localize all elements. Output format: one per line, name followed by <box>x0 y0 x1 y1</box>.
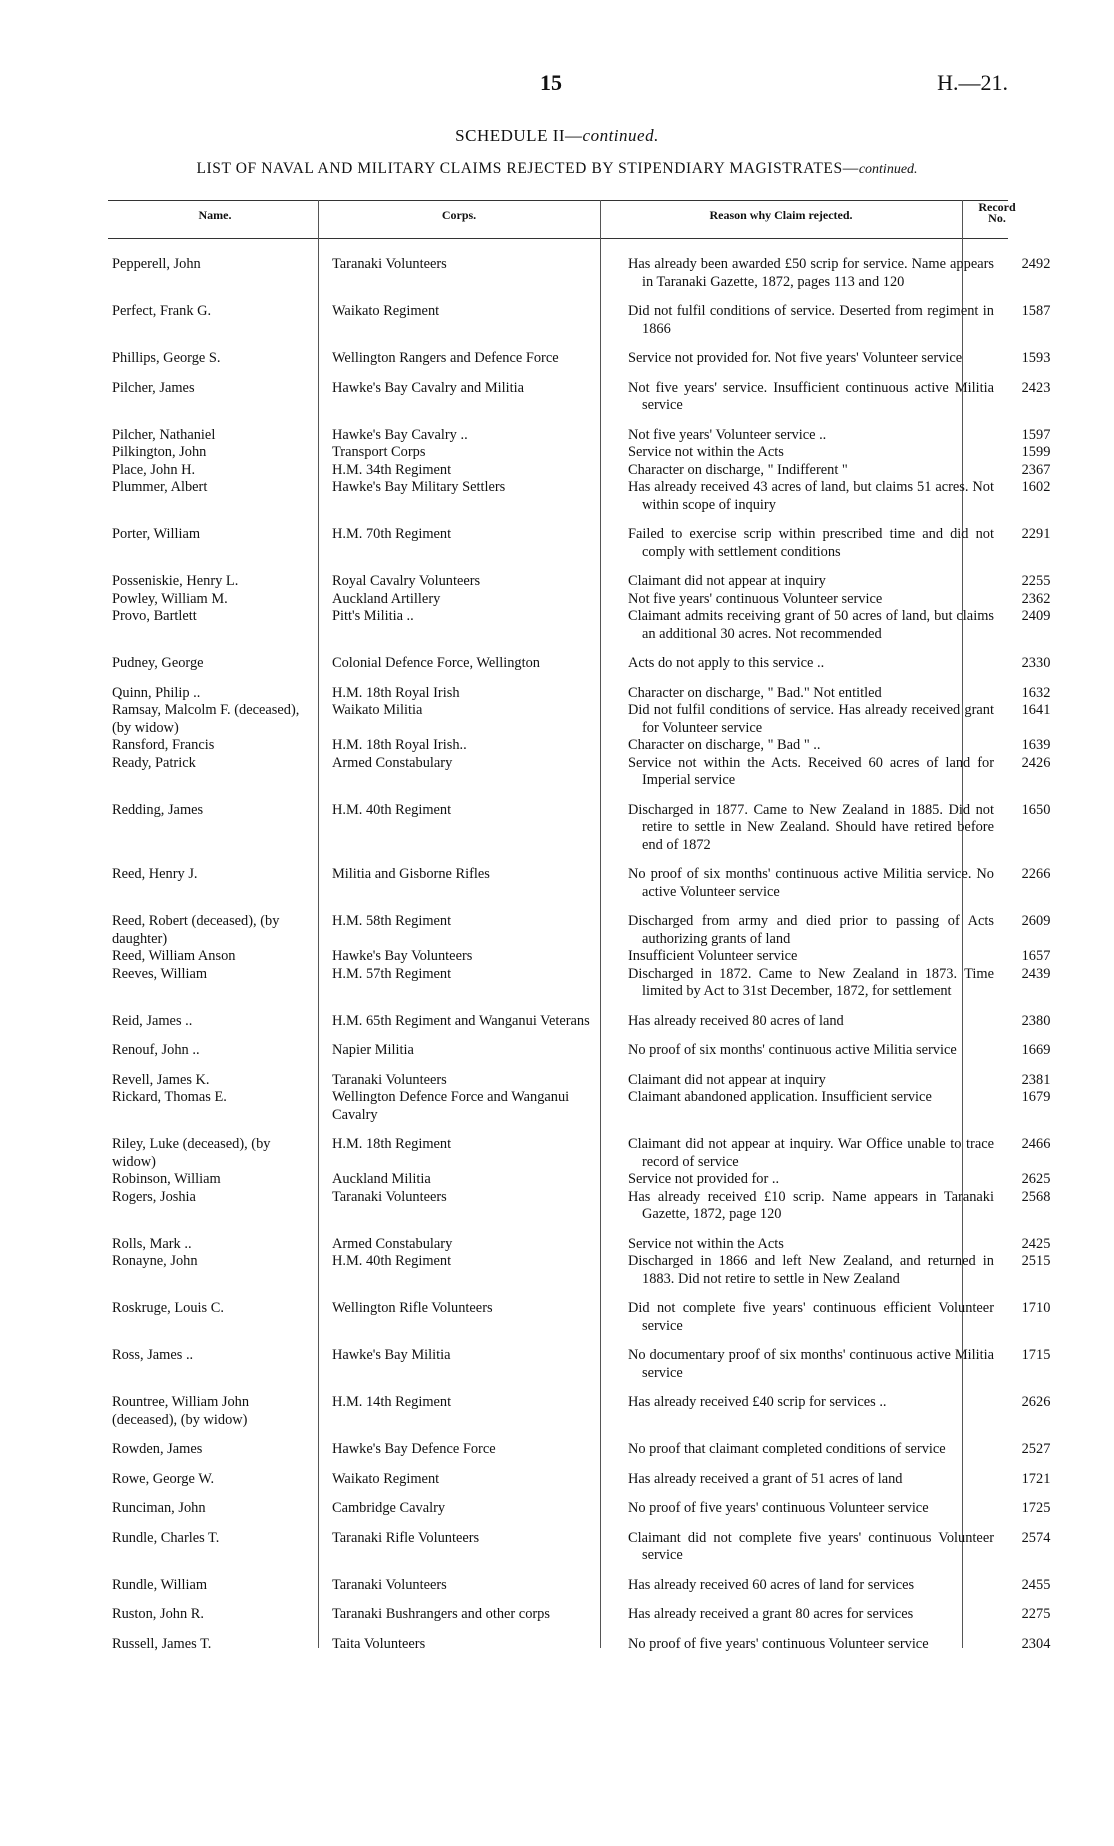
table-row <box>0 1089 1114 1124</box>
record-number: 2527 <box>1021 1441 1051 1457</box>
corps-name: H.M. 18th Royal Irish.. <box>332 737 467 753</box>
rejection-reason: Insufficient Volunteer service <box>628 948 798 964</box>
rejection-reason: No proof of six months' continuous active Militia service. No active Volunteer service <box>628 866 994 900</box>
corps-name: Cambridge Cavalry <box>332 1500 446 1516</box>
claimant-name: Rountree, William John (deceased), (by widow) <box>112 1394 250 1428</box>
corps-name: H.M. 14th Regiment <box>332 1394 452 1410</box>
rejection-reason: Not five years' Volunteer service .. <box>628 426 827 443</box>
claimant-name: Ross, James .. <box>112 1347 194 1363</box>
rejection-reason: Service not provided for. Not five years' Volunteer service <box>628 350 963 366</box>
claimant-name: Rundle, Charles T. <box>112 1529 220 1546</box>
rejection-reason: No proof of six months' continuous active Militia service <box>628 1042 957 1058</box>
record-number: 1715 <box>1021 1347 1051 1363</box>
claimant-name: Pepperell, John <box>112 256 201 272</box>
rejection-reason: No proof of five years' continuous Volunteer service <box>628 1635 929 1652</box>
corps-name: Hawke's Bay Cavalry and Militia <box>332 379 525 396</box>
table-row <box>0 1606 1114 1624</box>
claimant-name: Russell, James T. <box>112 1635 212 1652</box>
schedule-heading <box>0 126 1114 146</box>
table-row <box>0 1300 1114 1335</box>
corps-name: Waikato Militia <box>332 702 423 718</box>
claimant-name: Provo, Bartlett <box>112 608 197 624</box>
corps-name: Militia and Gisborne Rifles <box>332 866 490 882</box>
table-row <box>0 573 1114 591</box>
document-reference: H.—21. <box>937 70 1008 95</box>
record-number: 2423 <box>1021 379 1051 396</box>
column-header-record <box>962 202 1032 224</box>
rejection-reason: Did not complete five years' continuous efficient Volunteer service <box>628 1300 994 1334</box>
corps-name: Napier Militia <box>332 1042 414 1058</box>
claimant-name: Porter, William <box>112 526 201 542</box>
claimant-name: Rogers, Joshia <box>112 1188 196 1205</box>
claimant-name: Quinn, Philip .. <box>112 684 201 701</box>
rejection-reason: Discharged in 1866 and left New Zealand, and returned in 1883. Did not retire to settle in New Zealand <box>628 1253 994 1287</box>
table-row <box>0 1136 1114 1171</box>
record-number: 2455 <box>1021 1576 1051 1593</box>
column-header-record-line2: No. <box>988 211 1006 225</box>
corps-name: Hawke's Bay Militia <box>332 1347 451 1363</box>
table-row <box>0 755 1114 790</box>
claimant-name: Rundle, William <box>112 1576 208 1593</box>
table-row <box>0 1530 1114 1565</box>
corps-name: Waikato Regiment <box>332 1470 440 1487</box>
record-number: 2439 <box>1021 965 1051 982</box>
corps-name: Armed Constabulary <box>332 754 453 771</box>
claimant-name: Posseniskie, Henry L. <box>112 573 239 589</box>
corps-name: Transport Corps <box>332 444 426 460</box>
table-row <box>0 1636 1114 1654</box>
page-number: 15 <box>540 70 562 95</box>
claimant-name: Perfect, Frank G. <box>112 303 212 319</box>
claimant-name: Rolls, Mark .. <box>112 1235 192 1252</box>
corps-name: H.M. 18th Royal Irish <box>332 684 460 701</box>
corps-name: Hawke's Bay Cavalry .. <box>332 426 468 443</box>
table-row <box>0 685 1114 703</box>
corps-name: Hawke's Bay Volunteers <box>332 948 473 964</box>
rejection-reason: Not five years' continuous Volunteer service <box>628 590 883 607</box>
corps-name: H.M. 57th Regiment <box>332 965 452 982</box>
table-row <box>0 913 1114 948</box>
corps-name: Colonial Defence Force, Wellington <box>332 655 540 671</box>
rejection-reason: Did not fulfil conditions of service. Has already received grant for Volunteer service <box>628 702 994 736</box>
rejection-reason: Has already received 43 acres of land, but claims 51 acres. Not within scope of inquiry <box>628 479 994 513</box>
corps-name: H.M. 70th Regiment <box>332 526 452 542</box>
record-number: 2515 <box>1021 1253 1051 1269</box>
rejection-reason: Service not within the Acts <box>628 1235 784 1252</box>
record-number: 1641 <box>1021 702 1051 718</box>
rejection-reason: Has already received 80 acres of land <box>628 1012 844 1029</box>
claimant-name: Plummer, Albert <box>112 479 208 495</box>
rejection-reason: Discharged from army and died prior to passing of Acts authorizing grants of land <box>628 913 994 947</box>
record-number: 1587 <box>1021 303 1051 319</box>
claimant-name: Phillips, George S. <box>112 350 221 366</box>
table-row <box>0 737 1114 755</box>
corps-name: H.M. 65th Regiment and Wanganui Veterans <box>332 1012 590 1029</box>
record-number: 2426 <box>1021 754 1051 771</box>
table-row <box>0 1042 1114 1060</box>
claimant-name: Ready, Patrick <box>112 754 196 771</box>
claimant-name: Reed, William Anson <box>112 948 236 964</box>
claimant-name: Reid, James .. <box>112 1012 193 1029</box>
record-number: 2425 <box>1021 1235 1051 1252</box>
claimant-name: Powley, William M. <box>112 590 228 607</box>
record-number: 2409 <box>1021 608 1051 624</box>
record-number: 1597 <box>1021 426 1051 443</box>
claimant-name: Renouf, John .. <box>112 1042 200 1058</box>
corps-name: H.M. 40th Regiment <box>332 801 452 818</box>
table-row <box>0 702 1114 737</box>
claimant-name: Ramsay, Malcolm F. (deceased), (by widow) <box>112 702 300 736</box>
column-header-corps: Corps. <box>441 208 477 222</box>
rejection-reason: Acts do not apply to this service .. <box>628 655 825 671</box>
claimant-name: Ruston, John R. <box>112 1606 204 1622</box>
claimant-name: Reed, Henry J. <box>112 866 198 882</box>
table-row <box>0 1441 1114 1459</box>
table-row <box>0 655 1114 673</box>
corps-name: Wellington Rangers and Defence Force <box>332 350 559 366</box>
corps-name: Taranaki Volunteers <box>332 256 447 272</box>
corps-name: Hawke's Bay Military Settlers <box>332 479 506 495</box>
claims-table <box>0 256 1114 1653</box>
claimant-name: Ransford, Francis <box>112 737 215 753</box>
table-row <box>0 966 1114 1001</box>
list-title-text: LIST OF NAVAL AND MILITARY CLAIMS REJECTED BY STIPENDIARY MAGISTRATES— <box>196 160 859 177</box>
rejection-reason: Service not within the Acts. Received 60 acres of land for Imperial service <box>628 754 994 788</box>
corps-name: Taranaki Rifle Volunteers <box>332 1529 480 1546</box>
claimant-name: Robinson, William <box>112 1171 221 1187</box>
corps-name: Wellington Defence Force and Wanganui Cavalry <box>332 1089 570 1123</box>
list-title-continued: continued. <box>858 162 918 177</box>
record-number: 2291 <box>1021 526 1051 542</box>
rejection-reason: No documentary proof of six months' continuous active Militia service <box>628 1347 994 1381</box>
claimant-name: Reed, Robert (deceased), (by daughter) <box>112 913 280 947</box>
list-title <box>0 160 1114 178</box>
corps-name: H.M. 18th Regiment <box>332 1136 452 1152</box>
rejection-reason: Discharged in 1872. Came to New Zealand in 1873. Time limited by Act to 31st December, 1872, for settlement <box>628 965 994 999</box>
claimant-name: Reeves, William <box>112 965 208 982</box>
column-header-name: Name. <box>198 208 232 222</box>
table-row <box>0 866 1114 901</box>
table-row <box>0 303 1114 338</box>
corps-name: Pitt's Militia .. <box>332 608 414 624</box>
claimant-name: Pilcher, James <box>112 379 195 396</box>
claimant-name: Pudney, George <box>112 655 204 671</box>
rejection-reason: Service not provided for .. <box>628 1171 780 1187</box>
claimant-name: Ronayne, John <box>112 1253 198 1269</box>
corps-name: Hawke's Bay Defence Force <box>332 1441 496 1457</box>
claimant-name: Runciman, John <box>112 1500 206 1516</box>
claimant-name: Rickard, Thomas E. <box>112 1089 227 1105</box>
rejection-reason: Claimant did not appear at inquiry <box>628 573 826 589</box>
rejection-reason: Claimant did not appear at inquiry <box>628 1071 826 1088</box>
claimant-name: Roskruge, Louis C. <box>112 1300 224 1316</box>
rejection-reason: Claimant did not appear at inquiry. War Office unable to trace record of service <box>628 1136 994 1170</box>
schedule-continued: continued. <box>582 126 659 145</box>
table-row <box>0 591 1114 609</box>
table-row <box>0 1236 1114 1254</box>
corps-name: Taranaki Bushrangers and other corps <box>332 1606 550 1622</box>
claimant-name: Riley, Luke (deceased), (by widow) <box>112 1136 271 1170</box>
table-row <box>0 350 1114 368</box>
record-number: 1721 <box>1021 1470 1051 1487</box>
table-top-rule <box>108 200 1008 201</box>
table-header-rule <box>108 238 1008 239</box>
rejection-reason: Discharged in 1877. Came to New Zealand in 1885. Did not retire to settle in New Zealand. Should have retired before end of 1872 <box>628 801 994 853</box>
record-number: 2609 <box>1021 913 1051 929</box>
claimant-name: Pilkington, John <box>112 444 207 460</box>
corps-name: Auckland Artillery <box>332 590 441 607</box>
corps-name: H.M. 58th Regiment <box>332 913 452 929</box>
table-row <box>0 1072 1114 1090</box>
record-number: 2568 <box>1021 1188 1051 1205</box>
record-number: 2330 <box>1021 655 1051 671</box>
rejection-reason: Has already received £40 scrip for services .. <box>628 1394 887 1410</box>
claimant-name: Redding, James <box>112 801 204 818</box>
table-row <box>0 427 1114 445</box>
corps-name: H.M. 40th Regiment <box>332 1253 452 1269</box>
record-number: 2380 <box>1021 1012 1051 1029</box>
column-header-reason: Reason why Claim rejected. <box>709 208 853 222</box>
claimant-name: Place, John H. <box>112 461 196 478</box>
corps-name: Taranaki Volunteers <box>332 1576 447 1593</box>
rejection-reason: Character on discharge, " Bad " .. <box>628 737 821 753</box>
table-row <box>0 1013 1114 1031</box>
table-row <box>0 526 1114 561</box>
rejection-reason: Claimant abandoned application. Insufficient service <box>628 1089 932 1105</box>
rejection-reason: Claimant did not complete five years' continuous Volunteer service <box>628 1529 994 1563</box>
record-number: 2626 <box>1021 1394 1051 1410</box>
rejection-reason: Has already received a grant of 51 acres of land <box>628 1470 903 1487</box>
record-number: 2362 <box>1021 590 1051 607</box>
claimant-name: Rowden, James <box>112 1441 203 1457</box>
corps-name: Waikato Regiment <box>332 303 440 319</box>
rejection-reason: Failed to exercise scrip within prescribed time and did not comply with settlement conditions <box>628 526 994 560</box>
rejection-reason: Character on discharge, " Bad." Not entitled <box>628 684 882 701</box>
table-row <box>0 479 1114 514</box>
table-row <box>0 1471 1114 1489</box>
record-number: 2304 <box>1021 1635 1051 1652</box>
table-row <box>0 256 1114 291</box>
table-row <box>0 1394 1114 1429</box>
record-number: 1710 <box>1021 1300 1051 1316</box>
record-number: 1725 <box>1021 1500 1051 1516</box>
record-number: 1599 <box>1021 444 1051 460</box>
rejection-reason: No proof of five years' continuous Volunteer service <box>628 1500 929 1516</box>
record-number: 2625 <box>1021 1171 1051 1187</box>
table-row <box>0 1253 1114 1288</box>
page-header <box>0 70 1114 100</box>
corps-name: Taranaki Volunteers <box>332 1071 447 1088</box>
table-row <box>0 1500 1114 1518</box>
table-row <box>0 1577 1114 1595</box>
rejection-reason: Has already been awarded £50 scrip for service. Name appears in Taranaki Gazette, 1872, pages 113 and 120 <box>628 256 994 290</box>
record-number: 1639 <box>1021 737 1051 753</box>
record-number: 2255 <box>1021 573 1051 589</box>
rejection-reason: Has already received 60 acres of land for services <box>628 1576 915 1593</box>
rejection-reason: Did not fulfil conditions of service. Deserted from regiment in 1866 <box>628 303 994 337</box>
table-row <box>0 802 1114 855</box>
claimant-name: Revell, James K. <box>112 1071 210 1088</box>
rejection-reason: Not five years' service. Insufficient continuous active Militia service <box>628 379 994 413</box>
record-number: 2466 <box>1021 1136 1051 1152</box>
record-number: 2492 <box>1021 256 1051 272</box>
rejection-reason: No proof that claimant completed conditions of service <box>628 1441 946 1457</box>
table-row <box>0 444 1114 462</box>
column-header-record-line1: Record <box>978 200 1016 214</box>
rejection-reason: Has already received £10 scrip. Name appears in Taranaki Gazette, 1872, page 120 <box>628 1188 994 1222</box>
claimant-name: Rowe, George W. <box>112 1470 215 1487</box>
table-row <box>0 1347 1114 1382</box>
table-row <box>0 1171 1114 1189</box>
table-row <box>0 462 1114 480</box>
corps-name: Taita Volunteers <box>332 1635 426 1652</box>
rejection-reason: Service not within the Acts <box>628 444 784 460</box>
rejection-reason: Claimant admits receiving grant of 50 acres of land, but claims an additional 30 acres. Not recommended <box>628 608 994 642</box>
corps-name: Armed Constabulary <box>332 1235 453 1252</box>
table-row <box>0 948 1114 966</box>
record-number: 2275 <box>1021 1606 1051 1622</box>
record-number: 1679 <box>1021 1089 1051 1105</box>
record-number: 2266 <box>1021 866 1051 882</box>
corps-name: Taranaki Volunteers <box>332 1188 447 1205</box>
record-number: 2574 <box>1021 1529 1051 1546</box>
claimant-name: Pilcher, Nathaniel <box>112 426 216 443</box>
table-row <box>0 608 1114 643</box>
record-number: 2381 <box>1021 1071 1051 1088</box>
record-number: 1657 <box>1021 948 1051 964</box>
record-number: 1632 <box>1021 684 1051 701</box>
table-row <box>0 380 1114 415</box>
record-number: 2367 <box>1021 461 1051 478</box>
corps-name: Wellington Rifle Volunteers <box>332 1300 493 1316</box>
schedule-title: SCHEDULE II— <box>455 126 583 145</box>
rejection-reason: Character on discharge, " Indifferent " <box>628 461 848 478</box>
corps-name: Auckland Militia <box>332 1171 431 1187</box>
record-number: 1602 <box>1021 479 1051 495</box>
record-number: 1669 <box>1021 1042 1051 1058</box>
record-number: 1650 <box>1021 801 1051 818</box>
rejection-reason: Has already received a grant 80 acres for services <box>628 1606 914 1622</box>
corps-name: H.M. 34th Regiment <box>332 461 452 478</box>
corps-name: Royal Cavalry Volunteers <box>332 573 481 589</box>
record-number: 1593 <box>1021 350 1051 366</box>
table-row <box>0 1189 1114 1224</box>
